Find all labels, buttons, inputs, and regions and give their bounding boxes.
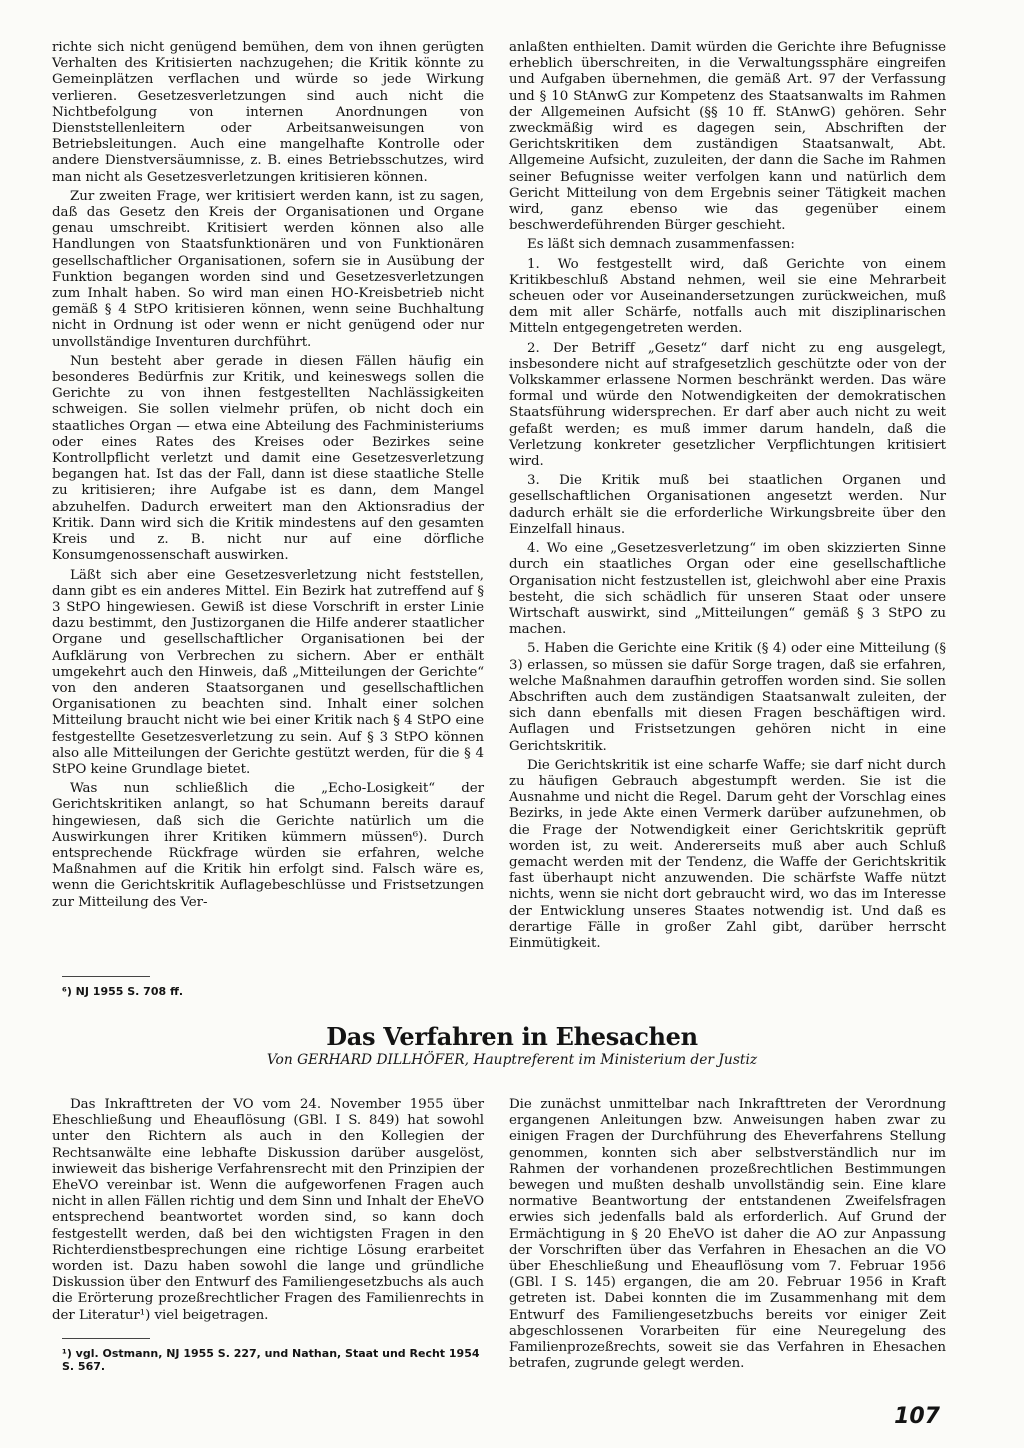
paragraph: 3. Die Kritik muß bei staatlichen Organen und gesellschaftlichen Organisationen angesetzt werden. Nur dadurch erhält sie die erforderliche Wirkungsbreite über den Einzelfall hinaus. (509, 473, 946, 537)
paragraph: Das Inkrafttreten der VO vom 24. November 1955 über Eheschließung und Eheauflösung (GBl. I S. 849) hat sowohl unter den Richtern als auch in den Kollegien der Rechtsanwälte eine lebhafte Diskussion darüber ausgelöst, inwieweit das bisherige Verfahrensrecht mit den Prinzipien der EheVO vereinbar ist. Wenn die aufgeworfenen Fragen auch nicht in allen Fällen richtig und dem Sinn und Inhalt der EheVO entsprechend beantwortet worden sind, so kann doch festgestellt werden, daß bei den wichtigsten Fragen in den Richterdienstbesprechungen eine richtige Lösung erarbeitet worden ist. Dazu haben sowohl die lange und gründliche Diskussion über den Entwurf des Familiengesetzbuchs als auch die Erörterung prozeßrechtlicher Fragen des Familienrechts in der Literatur¹) viel beigetragen. (52, 1097, 484, 1323)
page-number: 107 (894, 1404, 940, 1429)
footnote-top: ⁶) NJ 1955 S. 708 ff. (62, 985, 184, 998)
column-bottom-left (52, 1097, 484, 1327)
footnote-bottom: ¹) vgl. Ostmann, NJ 1955 S. 227, und Nathan, Staat und Recht 1954 S. 567. (62, 1347, 480, 1373)
article-title: Das Verfahren in Ehesachen (326, 1022, 698, 1051)
column-bottom-right (509, 1097, 946, 1375)
paragraph: 1. Wo festgestellt wird, daß Gerichte von einem Kritikbeschluß Abstand nehmen, weil sie eine Mehrarbeit scheuen oder vor Auseinandersetzungen zurückweichen, muß dem mit aller Schärfe, notfalls auch mit disziplinarischen Mitteln entgegengetreten werden. (509, 256, 946, 337)
paragraph: Die zunächst unmittelbar nach Inkrafttreten der Verordnung ergangenen Anleitungen bzw. Anweisungen haben zwar zu einigen Fragen der Durchführung des Eheverfahrens Stellung genommen, konnten sich aber selbstverständlich nur im Rahmen der vorhandenen prozeßrechtlichen Bestimmungen bewegen und mußten deshalb unvollständig sein. Eine klare normative Beantwortung der entstandenen Zweifelsfragen erwies sich jedenfalls bald als erforderlich. Auf Grund der Ermächtigung in § 20 EheVO ist daher die AO zur Anpassung der Vorschriften über das Verfahren in Ehesachen an die VO über Eheschließung und Eheauflösung vom 7. Februar 1956 (GBl. I S. 145) ergangen, die am 20. Februar 1956 in Kraft getreten ist. Dabei konnten die im Zusammenhang mit dem Entwurf des Familiengesetzbuchs bereits vor einiger Zeit abgeschlossenen Vorarbeiten für eine Neuregelung des Familienprozeßrechts, soweit sie das Verfahren in Ehesachen betrafen, zugrunde gelegt werden. (509, 1097, 946, 1372)
paragraph: 2. Der Betriff „Gesetz“ darf nicht zu eng ausgelegt, insbesondere nicht auf strafgesetzlich geschützte oder von der Volkskammer erlassene Normen beschränkt werden. Das wäre formal und würde den Notwendigkeiten der demokratischen Staatsführung widersprechen. Er darf aber auch nicht zu weit gefaßt werden; es muß immer darum handeln, daß die Verletzung konkreter gesetzlicher Verpflichtungen kritisiert wird. (509, 340, 946, 470)
paragraph: richte sich nicht genügend bemühen, dem von ihnen gerügten Verhalten des Kritisierten nachzugehen; die Kritik könnte zu Gemeinplätzen verflachen und würde so jede Wirkung verlieren. Gesetzesverletzungen sind auch nicht die Nichtbefolgung von internen Anordnungen von Dienststellenleitern oder Arbeitsanweisungen von Betriebsleitungen. Auch eine mangelhafte Kontrolle oder andere Dienstversäumnisse, z. B. eines Betriebsschutzes, wird man nicht als Gesetzesverletzungen kritisieren können. (52, 40, 484, 185)
paragraph: Läßt sich aber eine Gesetzesverletzung nicht feststellen, dann gibt es ein anderes Mittel. Ein Bezirk hat zutreffend auf § 3 StPO hingewiesen. Gewiß ist diese Vorschrift in erster Linie dazu bestimmt, den Justizorganen die Hilfe anderer staatlicher Organe und gesellschaftlicher Organisationen bei der Aufklärung von Verbrechen zu sichern. Aber er enthält umgekehrt auch den Hinweis, daß „Mitteilungen der Gerichte“ von den anderen Staatsorganen und gesellschaftlichen Organisationen zu beachten sind. Inhalt einer solchen Mitteilung braucht nicht wie bei einer Kritik nach § 4 StPO eine festgestellte Gesetzesverletzung zu sein. Auf § 3 StPO können also alle Mitteilungen der Gerichte gestützt werden, für die § 4 StPO keine Grundlage bietet. (52, 567, 484, 777)
footnote-rule-top (62, 976, 150, 977)
article-byline: Von GERHARD DILLHÖFER, Hauptreferent im Ministerium der Justiz (266, 1052, 758, 1068)
column-top-left (52, 40, 484, 914)
paragraph: Nun besteht aber gerade in diesen Fällen häufig ein besonderes Bedürfnis zur Kritik, und keineswegs sollen die Gerichte zu von ihnen festgestellten Nachlässigkeiten schweigen. Sie sollen vielmehr prüfen, ob nicht doch ein staatliches Organ — etwa eine Abteilung des Fachministeriums oder eines Rates des Kreises oder Bezirkes seine Kontrollpflicht verletzt und damit eine Gesetzesverletzung begangen hat. Ist das der Fall, dann ist diese staatliche Stelle zu kritisieren; ihre Aufgabe ist es dann, dem Mangel abzuhelfen. Dadurch erweitert man den Aktionsradius der Kritik. Dann wird sich die Kritik mindestens auf den gesamten Kreis und z. B. nicht nur auf eine dörfliche Konsumgenossenschaft auswirken. (52, 353, 484, 564)
paragraph: 4. Wo eine „Gesetzesverletzung“ im oben skizzierten Sinne durch ein staatliches Organ oder eine gesellschaftliche Organisation nicht festzustellen ist, gleichwohl aber eine Praxis besteht, die sich schädlich für unseren Staat oder unsere Wirtschaft auswirkt, sind „Mitteilungen“ gemäß § 3 StPO zu machen. (509, 541, 946, 638)
paragraph: anlaßten enthielten. Damit würden die Gerichte ihre Befugnisse erheblich überschreiten, in die Verwaltungssphäre eingreifen und Aufgaben übernehmen, die gemäß Art. 97 der Verfassung und § 10 StAnwG zur Kompetenz des Staatsanwalts im Rahmen der Allgemeinen Aufsicht (§§ 10 ff. StAnwG) gehören. Sehr zweckmäßig wird es dagegen sein, Abschriften der Gerichtskritiken dem zuständigen Staatsanwalt, Abt. Allgemeine Aufsicht, zuzuleiten, der dann die Sache im Rahmen seiner Befugnisse weiter verfolgen kann und natürlich dem Gericht Mitteilung von dem Ergebnis seiner Tätigkeit machen wird, ganz ebenso wie das gegenüber einem beschwerdeführenden Bürger geschieht. (509, 40, 946, 234)
footnote-rule-bottom (62, 1338, 150, 1339)
column-top-right (509, 40, 946, 955)
paragraph: Es läßt sich demnach zusammenfassen: (527, 237, 795, 253)
paragraph: Was nun schließlich die „Echo-Losigkeit“ der Gerichtskritiken anlangt, so hat Schumann bereits darauf hingewiesen, daß sich die Gerichte natürlich um die Auswirkungen ihrer Kritiken kümmern müssen⁶). Durch entsprechende Rückfrage würden sie erfahren, welche Maßnahmen auf die Kritik hin erfolgt sind. Falsch wäre es, wenn die Gerichtskritik Auflagebeschlüsse und Fristsetzungen zur Mitteilung des Ver- (52, 781, 484, 910)
paragraph: Die Gerichtskritik ist eine scharfe Waffe; sie darf nicht durch zu häufigen Gebrauch abgestumpft werden. Sie ist die Ausnahme und nicht die Regel. Darum geht der Vorschlag eines Bezirks, in jede Akte einen Vermerk darüber aufzunehmen, ob die Frage der Notwendigkeit einer Gerichtskritik geprüft worden ist, zu weit. Andererseits muß aber auch Schluß gemacht werden mit der Tendenz, die Waffe der Gerichtskritik fast überhaupt nicht anzuwenden. Die schärfste Waffe nützt nichts, wenn sie nicht dort gebraucht wird, wo das im Interesse der Entwicklung unseres Staates notwendig ist. Und daß es derartige Fälle in großer Zahl gibt, darüber herrscht Einmütigkeit. (509, 757, 946, 951)
paragraph: Zur zweiten Frage, wer kritisiert werden kann, ist zu sagen, daß das Gesetz den Kreis der Organisationen und Organe genau umschreibt. Kritisiert werden können also alle Handlungen von Staatsfunktionären und von Funktionären gesellschaftlicher Organisationen, sofern sie in Ausübung der Funktion begangen worden sind und Gesetzesverletzungen zum Inhalt haben. So wird man einen HO-Kreisbetrieb nicht gemäß § 4 StPO kritisieren können, wenn seine Buchhaltung nicht in Ordnung ist oder wenn er nicht genügend oder nur unvollständige Inventuren durchführt. (52, 188, 484, 350)
paragraph: 5. Haben die Gerichte eine Kritik (§ 4) oder eine Mitteilung (§ 3) erlassen, so müssen sie dafür Sorge tragen, daß sie erfahren, welche Maßnahmen daraufhin getroffen worden sind. Sie sollen Abschriften auch dem zuständigen Staatsanwalt zuleiten, der sich dann ebenfalls mit diesen Fragen beschäftigen wird. Auflagen und Fristsetzungen gehören nicht in eine Gerichtskritik. (509, 641, 946, 754)
